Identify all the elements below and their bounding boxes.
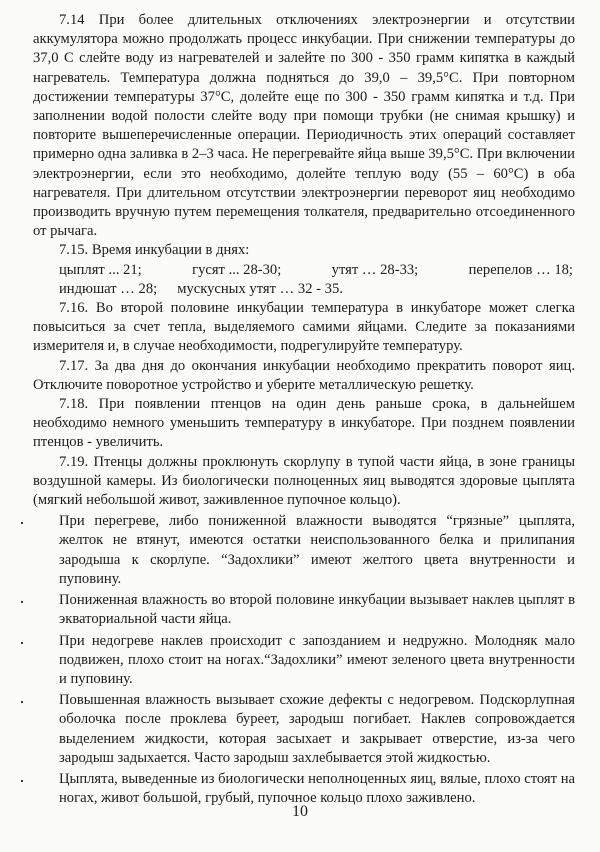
term-goslings: гусят ... 28-30; bbox=[192, 261, 282, 278]
bullet-item-high-humidity: · Повышенная влажность вызывает схожие дефекты с недогревом. Подскорлупная оболочка после проклева буреет, зародыш погибает. Наклев сопровождается выделением жидкости, которая засыхает и закрывает отверстие, из-за чего зародыш задыхается. Часто зародыш захлебывается этой жидкостью. bbox=[33, 691, 575, 768]
incubation-terms-list bbox=[33, 261, 575, 299]
bullet-item-weak-chicks: · Цыплята, выведенные из биологически неполноценных яиц, вялые, плохо стоят на ногах, живот большой, грубый, пупочное кольцо плохо заживлено. bbox=[33, 770, 575, 808]
term-ducklings: утят … 28-33; bbox=[331, 261, 419, 278]
defects-bullet-list bbox=[33, 512, 575, 808]
paragraph-7-15-heading: 7.15. Время инкубации в днях: bbox=[59, 242, 250, 259]
paragraph-7-14: 7.14 При более длительных отключениях электроэнергии и отсутствии аккумулятора можно продолжать процесс инкубации. При снижении температуры до 37,0 С слейте воду из нагревателей и залейте по 300 - 350 грамм кипятка в каждый нагреватель. Температура должна подняться до 39,0 – 39,5°С. При повторном достижении температуры 37°С, долейте еще по 300 - 350 грамм кипятка и т.д. При заполнении водой полости слейте воду при помощи трубки (не снимая крышку) и повторите вышеперечисленные операции. Периодичность этих операций составляет примерно одна заливка в 2–3 часа. Не перегревайте яйца выше 39,5°С. При включении электроэнергии, если это необходимо, долейте теплую воду (55 – 60°С) в оба нагревателя. При длительном отсутствии электроэнергии переворот яиц необходимо производить вручную путем перемещения толкателя, предварительно отсоединенного от рычага. bbox=[33, 12, 575, 240]
paragraph-7-18: 7.18. При появлении птенцов на один день раньше срока, в дальнейшем необходимо немного уменьшить температуру в инкубаторе. При позднем появлении птенцов - увеличить. bbox=[33, 396, 575, 451]
bullet-item-low-humidity: · Пониженная влажность во второй половине инкубации вызывает наклев цыплят в экваториальной части яйца. bbox=[33, 591, 575, 629]
term-chickens: цыплят ... 21; bbox=[59, 261, 142, 278]
paragraph-7-16: 7.16. Во второй половине инкубации температура в инкубаторе может слегка повыситься за счет тепла, выделяемого самими яйцами. Следите за показаниями измерителя и, в случае необходимости, подрегулируйте температуру. bbox=[33, 300, 575, 355]
page-content bbox=[33, 11, 575, 808]
incubation-terms-row bbox=[59, 280, 575, 299]
bullet-item-overheating: · При перегреве, либо пониженной влажности выводятся “грязные” цыплята, желток не втянут, имеются остатки неиспользованного белка и прилипания зародыша к скорлупе. “Задохлики” имеют желтого цвета внутренности и пуповину. bbox=[33, 512, 575, 589]
term-muscovy-ducklings: мускусных утят … 32 - 35. bbox=[177, 280, 343, 297]
paragraph-7-17: 7.17. За два дня до окончания инкубации необходимо прекратить поворот яиц. Отключите поворотное устройство и уберите металлическую решетку. bbox=[33, 357, 575, 393]
incubation-terms-row bbox=[59, 261, 575, 280]
page-number: 10 bbox=[292, 803, 308, 820]
bullet-item-underheating: · При недогреве наклев происходит с запозданием и недружно. Молодняк мало подвижен, плохо стоит на ногах.“Задохлики” имеют зеленого цвета внутренности и пуповину. bbox=[33, 632, 575, 690]
term-quails: перепелов … 18; bbox=[468, 261, 573, 278]
term-turkeys: индюшат … 28; bbox=[59, 280, 158, 297]
paragraph-7-19: 7.19. Птенцы должны проклюнуть скорлупу в тупой части яйца, в зоне границы воздушной камеры. Из биологически полноценных яиц выводятся здоровые цыплята (мягкий небольшой живот, заживленное пупочное кольцо). bbox=[33, 453, 575, 509]
